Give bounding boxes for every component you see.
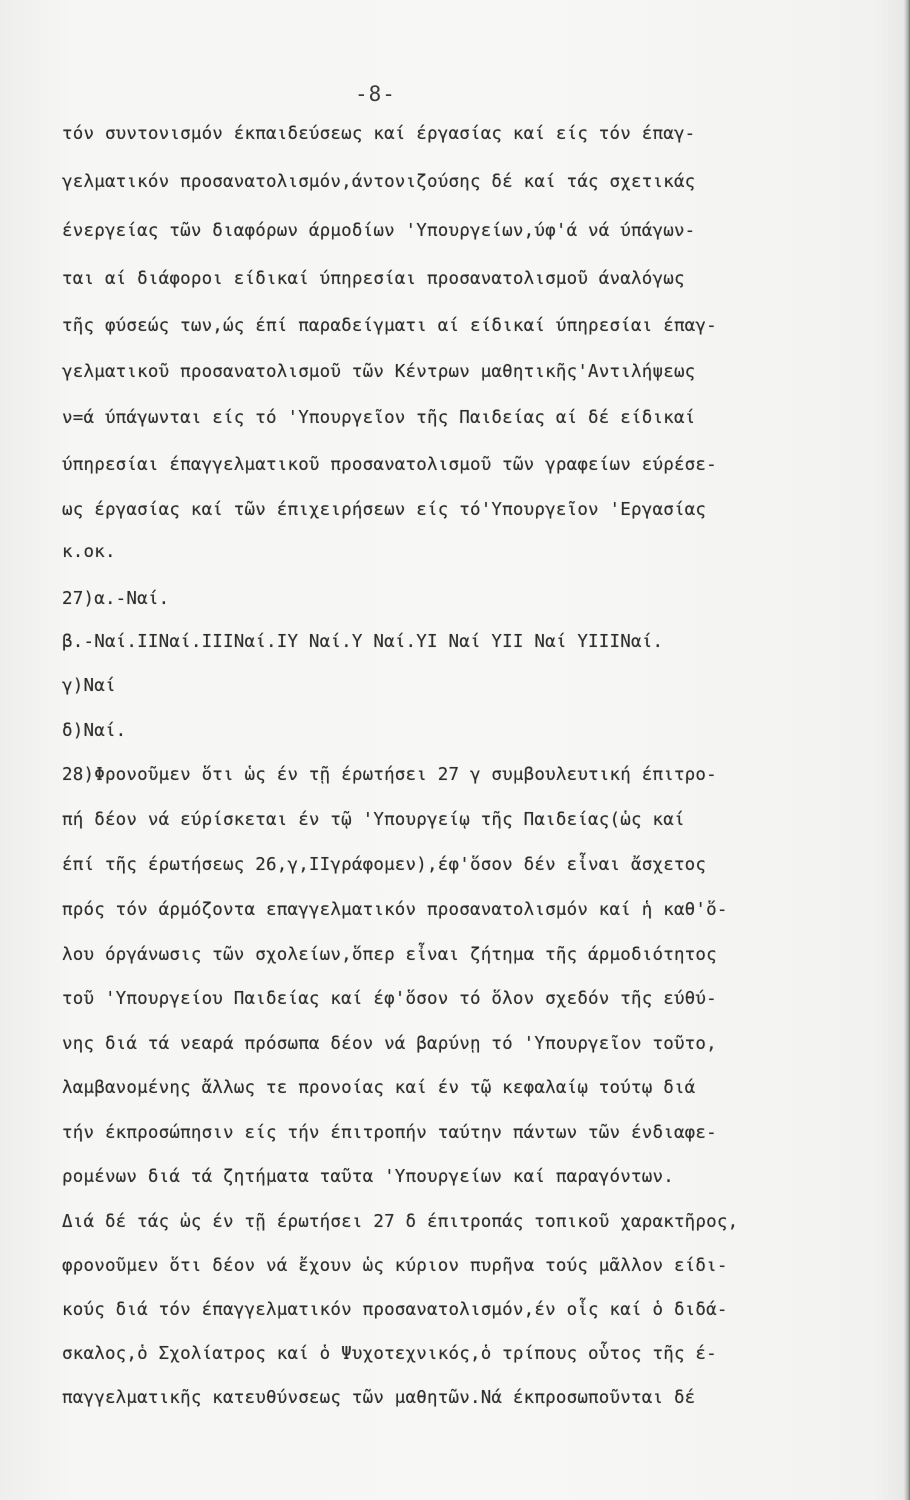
- text-line: κ.οκ.: [62, 542, 116, 562]
- text-line: τῆς φύσεώς των,ώς έπί παραδείγματι αί είδικαί ύπηρεσίαι έπαγ-: [62, 316, 717, 336]
- page-edge-shadow: [904, 0, 910, 1500]
- text-line: ν=ά ύπάγωνται είς τό 'Υπουργεῖον τῆς Παιδείας αί δέ είδικαί: [62, 408, 696, 428]
- text-line: σκαλος,ὁ Σχολίατρος καί ὁ Ψυχοτεχνικός,ὁ τρίπους οὗτος τῆς έ-: [62, 1344, 717, 1364]
- text-line: παγγελματικῆς κατευθύνσεως τῶν μαθητῶν.Νά έκπροσωποῦνται δέ: [62, 1388, 696, 1408]
- text-line: πή δέον νά εύρίσκεται έν τῷ 'Υπουργείῳ τῆς Παιδείας(ὡς καί: [62, 810, 685, 830]
- text-line: λου όργάνωσις τῶν σχολείων,ὅπερ εἶναι ζήτημα τῆς άρμοδιότητος: [62, 945, 717, 965]
- text-line: κούς διά τόν έπαγγελματικόν προσανατολισμόν,έν οἷς καί ὁ διδά-: [62, 1300, 728, 1320]
- text-line: νης διά τά νεαρά πρόσωπα δέον νά βαρύνῃ τό 'Υπουργεῖον τοῦτο,: [62, 1034, 717, 1054]
- text-line: τήν έκπροσώπησιν είς τήν έπιτροπήν ταύτην πάντων τῶν ένδιαφε-: [62, 1123, 717, 1143]
- text-line: ρομένων διά τά ζητήματα ταῦτα 'Υπουργείων καί παραγόντων.: [62, 1167, 674, 1187]
- page-number: -8-: [355, 82, 396, 106]
- text-line: φρονοῦμεν ὅτι δέον νά ἔχουν ὡς κύριον πυρῆνα τούς μᾶλλον είδι-: [62, 1256, 728, 1276]
- text-line: έπί τῆς έρωτήσεως 26,γ,IIγράφομεν),έφ'ὅσον δέν εἶναι ἄσχετος: [62, 855, 707, 875]
- text-line: ως έργασίας καί τῶν έπιχειρήσεων είς τό'Υπουργεῖον 'Εργασίας: [62, 500, 707, 520]
- text-line: ένεργείας τῶν διαφόρων άρμοδίων 'Υπουργείων,ύφ'ά νά ύπάγων-: [62, 221, 696, 241]
- text-line: πρός τόν άρμόζοντα επαγγελματικόν προσανατολισμόν καί ἡ καθ'ὅ-: [62, 900, 728, 920]
- text-line: γελματικόν προσανατολισμόν,άντονιζούσης δέ καί τάς σχετικάς: [62, 172, 696, 192]
- text-line: ται αί διάφοροι είδικαί ύπηρεσίαι προσανατολισμοῦ άναλόγως: [62, 269, 685, 289]
- answer-28-start: 28)Φρονοῦμεν ὅτι ὡς έν τῇ έρωτήσει 27 γ συμβουλευτική έπιτρο-: [62, 765, 717, 785]
- text-line: γελματικοῦ προσανατολισμοῦ τῶν Κέντρων μαθητικῆς'Αντιλήψεως: [62, 362, 696, 382]
- answer-27-a: 27)α.-Ναί.: [62, 589, 170, 609]
- answer-27-c: γ)Ναί: [62, 676, 116, 696]
- text-line: Διά δέ τάς ὡς έν τῇ έρωτήσει 27 δ έπιτροπάς τοπικοῦ χαρακτῆρος,: [62, 1212, 739, 1232]
- text-line: τόν συντονισμόν έκπαιδεύσεως καί έργασίας καί είς τόν έπαγ-: [62, 124, 696, 144]
- text-line: λαμβανομένης ἄλλως τε προνοίας καί έν τῷ κεφαλαίῳ τούτῳ διά: [62, 1078, 696, 1098]
- answer-27-b: β.-Ναί.IIΝαί.IIIΝαί.IY Ναί.Y Ναί.YI Ναί YII Ναί YIIIΝαί.: [62, 632, 664, 652]
- answer-27-d: δ)Ναί.: [62, 721, 127, 741]
- text-line: τοῦ 'Υπουργείου Παιδείας καί έφ'ὅσον τό ὅλον σχεδόν τῆς εύθύ-: [62, 989, 717, 1009]
- text-line: ύπηρεσίαι έπαγγελματικοῦ προσανατολισμοῦ τῶν γραφείων εύρέσε-: [62, 455, 717, 475]
